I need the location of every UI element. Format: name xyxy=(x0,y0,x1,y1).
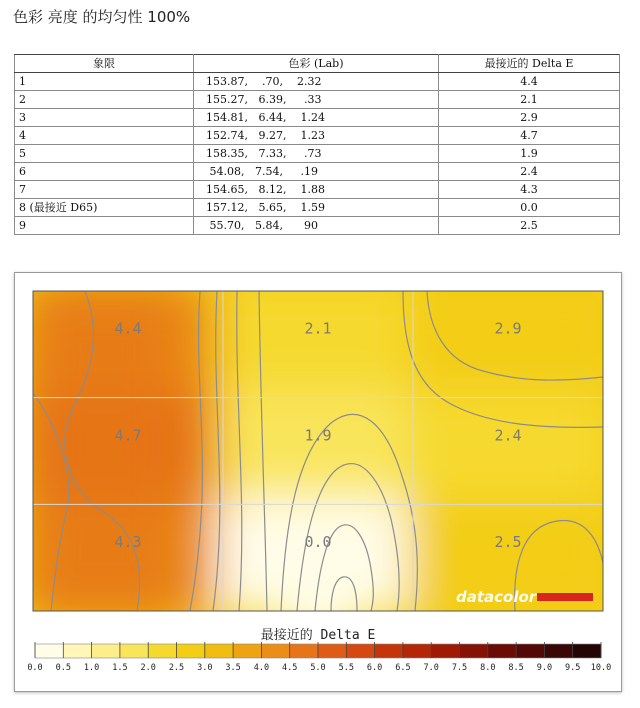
cell-value-label: 4.7 xyxy=(114,426,142,445)
cell-quadrant: 1 xyxy=(15,73,194,91)
color-scale-legend xyxy=(27,642,611,673)
scale-swatch xyxy=(148,644,177,658)
scale-tick-label: 3.5 xyxy=(225,663,241,673)
heat-cell xyxy=(407,392,609,511)
table-row xyxy=(15,109,620,127)
cell-delta-e: 4.3 xyxy=(439,181,620,199)
cell-delta-e: 4.4 xyxy=(439,73,620,91)
table-row xyxy=(15,199,620,217)
cell-value-label: 2.1 xyxy=(304,319,332,338)
scale-tick-label: 8.0 xyxy=(480,663,496,673)
cell-delta-e: 4.7 xyxy=(439,127,620,145)
table-row xyxy=(15,163,620,181)
cell-delta-e: 2.4 xyxy=(439,163,620,181)
heat-cell xyxy=(217,285,419,404)
table-row xyxy=(15,91,620,109)
cell-lab: 55.70, 5.84, 90 xyxy=(194,217,439,235)
scale-tick-label: 1.5 xyxy=(112,663,128,673)
table-row xyxy=(15,181,620,199)
scale-tick-label: 2.5 xyxy=(168,663,185,673)
cell-delta-e: 2.9 xyxy=(439,109,620,127)
table-row xyxy=(15,217,620,235)
scale-tick-label: 1.0 xyxy=(83,663,100,673)
uniformity-heatmap xyxy=(15,273,621,691)
scale-tick-label: 9.5 xyxy=(565,663,581,673)
scale-tick-label: 8.5 xyxy=(508,663,524,673)
heat-white-core xyxy=(280,547,356,639)
heat-warm-edge xyxy=(33,291,176,611)
scale-tick-label: 5.5 xyxy=(338,663,354,673)
cell-quadrant: 7 xyxy=(15,181,194,199)
cell-lab: 155.27, 6.39, .33 xyxy=(194,91,439,109)
header-lab: 色彩 (Lab) xyxy=(194,55,439,73)
scale-swatch xyxy=(516,644,545,658)
scale-tick-label: 6.0 xyxy=(366,663,383,673)
scale-tick-label: 9.0 xyxy=(536,663,553,673)
cell-value-label: 4.4 xyxy=(114,319,142,338)
scale-swatch xyxy=(544,644,573,658)
scale-swatch xyxy=(290,644,319,658)
cell-quadrant: 5 xyxy=(15,145,194,163)
cell-lab: 158.35, 7.33, .73 xyxy=(194,145,439,163)
scale-swatch xyxy=(431,644,460,658)
table-row xyxy=(15,145,620,163)
scale-swatch xyxy=(318,644,347,658)
scale-swatch xyxy=(261,644,290,658)
scale-swatch xyxy=(63,644,92,658)
scale-swatch xyxy=(573,644,602,658)
scale-tick-label: 2.0 xyxy=(140,663,156,673)
cell-value-label: 2.9 xyxy=(494,319,522,338)
scale-tick-label: 7.0 xyxy=(423,663,439,673)
cell-value-label: 0.0 xyxy=(304,533,332,551)
datacolor-red-bar xyxy=(537,593,593,601)
datacolor-wordmark: datacolor xyxy=(456,588,537,606)
cell-delta-e: 2.5 xyxy=(439,217,620,235)
heat-cell xyxy=(407,285,609,404)
cell-quadrant: 9 xyxy=(15,217,194,235)
page-title: 色彩 亮度 的均匀性 100% xyxy=(13,8,191,26)
scale-tick-label: 7.5 xyxy=(451,663,468,673)
scale-tick-label: 4.0 xyxy=(253,663,270,673)
scale-swatch xyxy=(375,644,404,658)
cell-delta-e: 1.9 xyxy=(439,145,620,163)
scale-tick-label: 5.0 xyxy=(310,663,326,673)
header-quadrant: 象限 xyxy=(15,55,194,73)
scale-swatch xyxy=(92,644,121,658)
cell-quadrant: 3 xyxy=(15,109,194,127)
table-row xyxy=(15,73,620,91)
scale-swatch xyxy=(177,644,206,658)
cell-lab: 152.74, 9.27, 1.23 xyxy=(194,127,439,145)
scale-swatch xyxy=(460,644,489,658)
cell-delta-e: 0.0 xyxy=(439,199,620,217)
header-delta-e: 最接近的 Delta E xyxy=(439,55,620,73)
scale-swatch xyxy=(488,644,517,658)
scale-tick-label: 3.0 xyxy=(197,663,213,673)
scale-swatch xyxy=(346,644,375,658)
quadrant-table xyxy=(14,54,620,235)
table-header-row xyxy=(15,55,620,73)
cell-lab: 154.65, 8.12, 1.88 xyxy=(194,181,439,199)
scale-swatch xyxy=(120,644,149,658)
cell-value-label: 2.4 xyxy=(494,426,522,445)
cell-quadrant: 2 xyxy=(15,91,194,109)
cell-lab: 153.87, .70, 2.32 xyxy=(194,73,439,91)
scale-tick-label: 4.5 xyxy=(282,663,298,673)
scale-swatch xyxy=(233,644,262,658)
scale-swatch xyxy=(35,644,64,658)
scale-tick-label: 10.0 xyxy=(590,663,612,673)
cell-lab: 157.12, 5.65, 1.59 xyxy=(194,199,439,217)
cell-delta-e: 2.1 xyxy=(439,91,620,109)
chart-title: 最接近的 Delta E xyxy=(260,628,376,643)
cell-lab: 54.08, 7.54, .19 xyxy=(194,163,439,181)
heat-cell xyxy=(217,392,419,511)
scale-tick-label: 6.5 xyxy=(395,663,411,673)
cell-value-label: 2.5 xyxy=(494,533,522,551)
uniformity-chart-panel xyxy=(14,272,622,692)
scale-tick-label: 0.0 xyxy=(27,663,43,673)
cell-quadrant: 6 xyxy=(15,163,194,181)
cell-quadrant: 4 xyxy=(15,127,194,145)
scale-tick-label: 0.5 xyxy=(55,663,71,673)
cell-quadrant: 8 (最接近 D65) xyxy=(15,199,194,217)
scale-swatch xyxy=(205,644,234,658)
cell-value-label: 4.3 xyxy=(114,533,142,551)
cell-lab: 154.81, 6.44, 1.24 xyxy=(194,109,439,127)
table-row xyxy=(15,127,620,145)
cell-value-label: 1.9 xyxy=(304,426,332,445)
scale-swatch xyxy=(403,644,432,658)
